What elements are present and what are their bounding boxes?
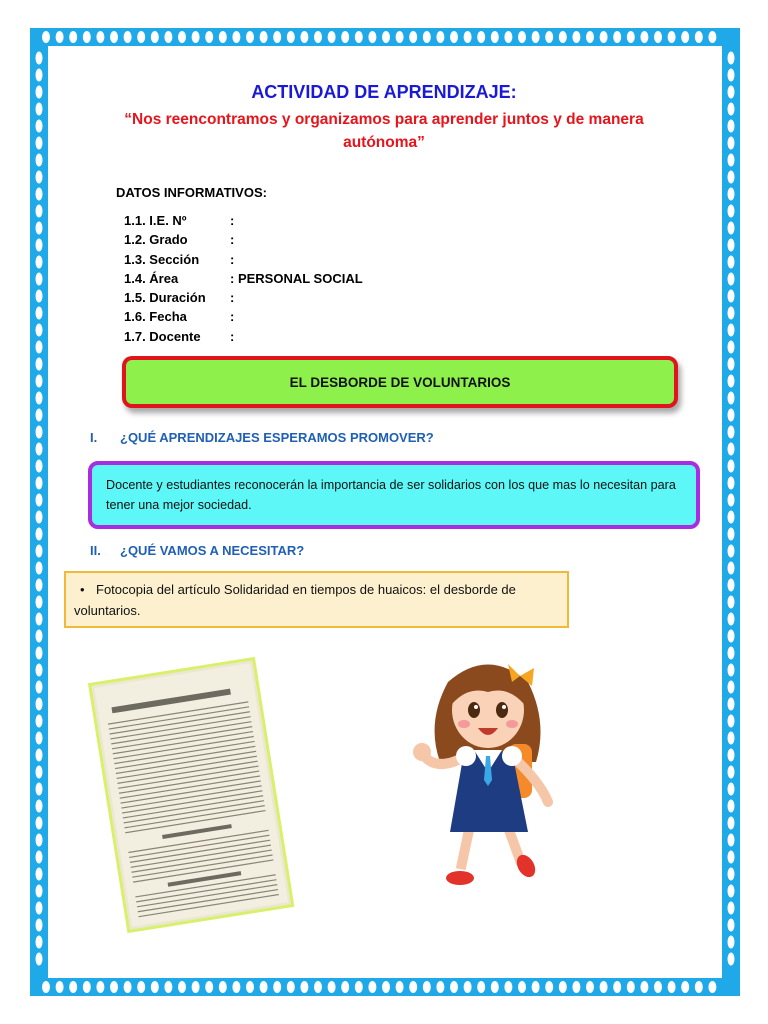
- learning-objective-text: Docente y estudiantes reconocerán la importancia de ser solidarios con los que mas lo necesitan para tener una mejor sociedad.: [106, 478, 676, 512]
- schoolgirl-illustration: [408, 652, 568, 892]
- activity-subtitle: “Nos reencontramos y organizamos para aprender juntos y de manera autónoma”: [124, 111, 644, 151]
- article-photocopy-image: [86, 648, 296, 940]
- session-title-text: EL DESBORDE DE VOLUNTARIOS: [289, 374, 511, 390]
- section-1-heading: I. ¿QUÉ APRENDIZAJES ESPERAMOS PROMOVER?: [90, 430, 434, 445]
- area-value: PERSONAL SOCIAL: [237, 270, 363, 286]
- learning-objective-box: [88, 461, 700, 529]
- materials-item: Fotocopia del artículo Solidaridad en tiempos de huaicos: el desborde de voluntarios.: [74, 582, 516, 618]
- activity-title: ACTIVIDAD DE APRENDIZAJE:: [251, 82, 517, 102]
- materials-box: [64, 571, 569, 628]
- session-title-banner: [122, 356, 678, 408]
- section-2-heading: II. ¿QUÉ VAMOS A NECESITAR?: [90, 543, 305, 558]
- datos-heading: DATOS INFORMATIVOS:: [116, 185, 267, 200]
- bullet-icon: •: [80, 582, 85, 597]
